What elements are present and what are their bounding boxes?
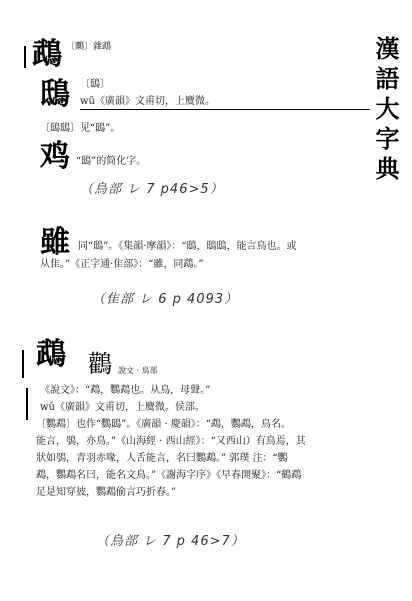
left-margin-bar: [26, 388, 28, 420]
definition-line: 《說文》：“鵡，鸚鵡也。从鳥，母聲。”: [40, 385, 211, 396]
handwritten-note: （隹部 レ 6 p 4093）: [92, 292, 239, 307]
entry-head: 雖: [40, 225, 70, 260]
book-title: 漢語大字典: [371, 36, 400, 186]
left-margin-bar: [24, 46, 26, 68]
variant-source: 說文 · 鳥部: [118, 366, 158, 375]
simplified-definition: “鴟”的简化字。: [76, 156, 147, 167]
sub-entry-head: 鴟: [40, 77, 70, 112]
definition-line: 〔鸚鵡〕也作“鸚鴟”。《廣韻 · 慶韻》：“鵡，鸚鵡，鳥名。: [36, 419, 291, 430]
handwritten-note: （鳥部 レ 7 p 46>7）: [96, 534, 245, 549]
entry-note: 〔䳭〕雜鵡: [66, 42, 112, 52]
left-margin-bar: [22, 350, 24, 378]
definition-line: 狀如鴞，青羽赤喙，人舌能言，名曰鸚鵡。” 郭璞 注：“鸚: [36, 453, 288, 464]
definition-line: wǔ《廣韻》文甫切，上麌微。侯部。: [40, 402, 205, 413]
sub-entry-label: 〔鴟〕: [80, 79, 110, 90]
entry-head: 鵡: [32, 37, 62, 72]
sub-entry-reading: wū《廣韻》文甫切，上麌微。: [80, 95, 370, 110]
handwritten-note: （鳥部 レ 7 p46>5）: [80, 182, 224, 197]
simplified-head: 鸡: [40, 139, 70, 174]
definition-line: 鵡，鸚鵡名曰，能名文鳥。”《謝海字序》《早春開聚》：“鶴鵡: [36, 470, 302, 481]
definition-line: 足是知穿彼，鸚鵡偷言巧折春。”: [36, 487, 177, 498]
definition-line: 同“鴟”。《集韻·摩韻》：“鴟，鴟鴟，能言鳥也。或: [78, 241, 297, 252]
definition-line: 从隹。”《正字通·隹部》：“雖，同鵡。”: [40, 259, 204, 270]
definition-line: 能言，鴞，亦鳥。”《山海經 · 西山經》：“又西山）有鳥焉，其: [36, 436, 306, 447]
cross-reference: 〔鴟鴟〕见“鴟”。: [40, 123, 121, 134]
entry-head: 鵡: [36, 337, 66, 372]
variant-form: 鸛: [88, 350, 112, 378]
